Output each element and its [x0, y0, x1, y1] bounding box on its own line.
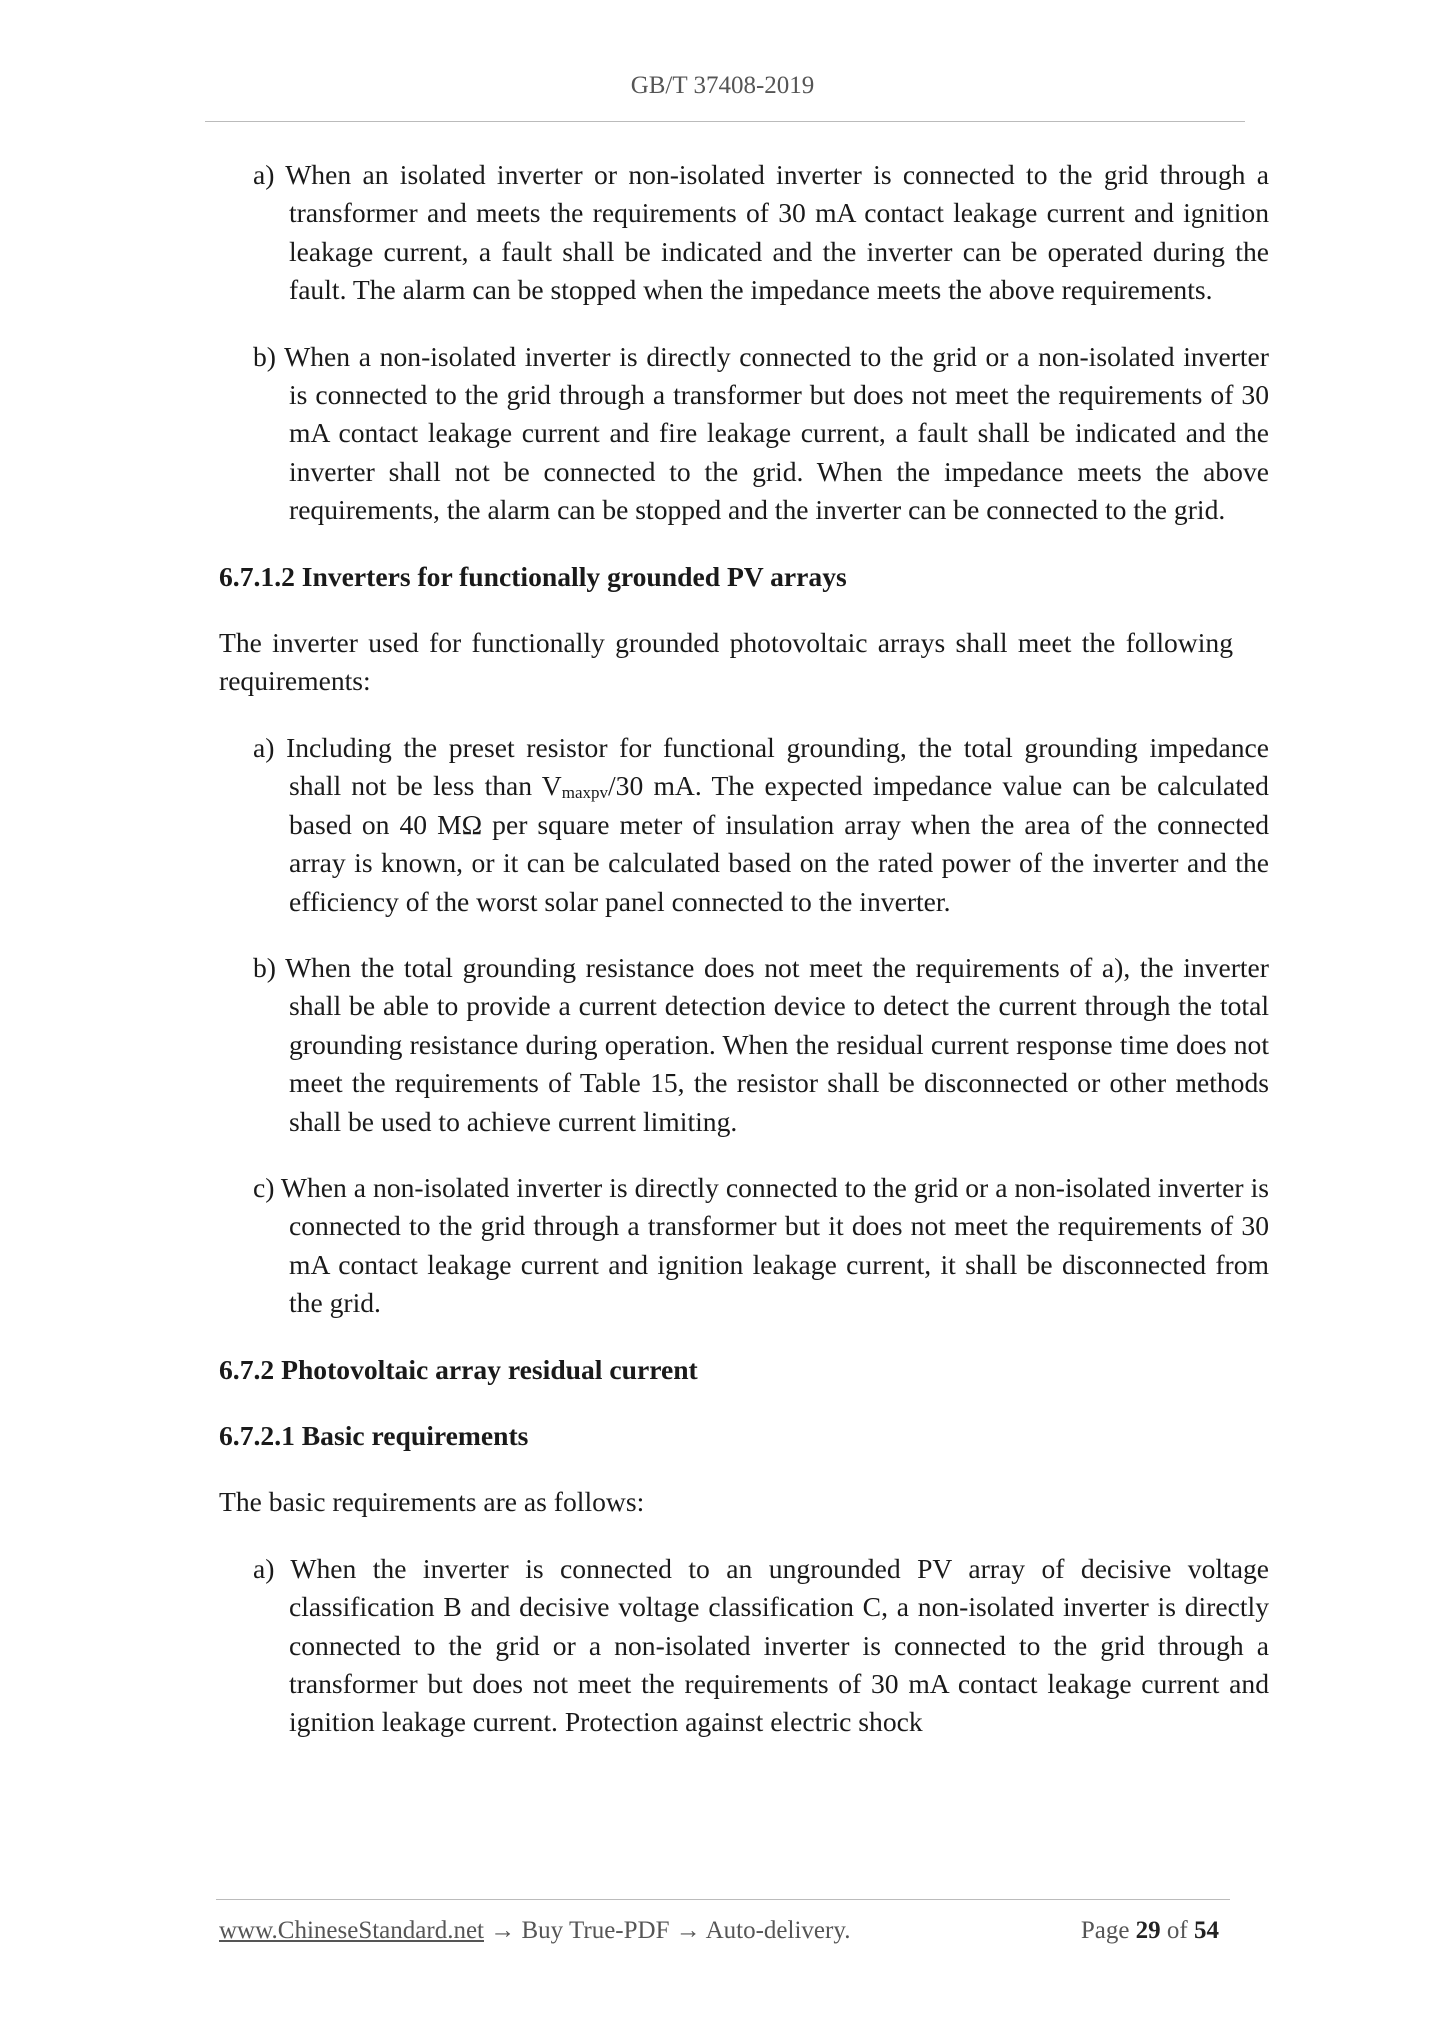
section-heading-6-7-2: 6.7.2 Photovoltaic array residual current: [219, 1353, 698, 1385]
list-item-a-3: a) When the inverter is connected to an ungrounded PV array of decisive voltage classification B and decisive voltage classification C, a non-isolated inverter is directly connected to the grid or a non-isolated inverter is connected to the grid through a transformer but does not meet the requirements of 30 mA contact leakage current and ignition leakage current. Protection against electric shock: [253, 1552, 1269, 1738]
header-rule: [205, 121, 1245, 122]
page-number: [1081, 1917, 1219, 1945]
current-page: 29: [1135, 1917, 1161, 1944]
footer-promo: [219, 1917, 850, 1945]
section-heading-6-7-1-2: 6.7.1.2 Inverters for functionally grounded PV arrays: [219, 560, 847, 592]
list-item-c-2: c) When a non-isolated inverter is directly connected to the grid or a non-isolated inverter is connected to the grid through a transformer but it does not meet the requirements of 30 mA contact leakage current and ignition leakage current, it shall be disconnected from the grid.: [253, 1171, 1269, 1319]
vmaxpv-subscript: maxpv: [561, 783, 608, 803]
section-heading-6-7-2-1: 6.7.2.1 Basic requirements: [219, 1419, 529, 1451]
running-header: GB/T 37408-2019: [630, 72, 815, 99]
page-content: [219, 156, 1269, 1770]
item-text-post: /30 mA. The expected impedance value can be calculated based on 40 MΩ per square meter of insulation array when the area of the connected array is known, or it can be calculated based on the rated power of the inverter and the efficiency of the worst solar panel connected to the inverter.: [289, 770, 1269, 917]
total-pages: 54: [1194, 1917, 1219, 1944]
list-item-b-1: b) When a non-isolated inverter is directly connected to the grid or a non-isolated inverter is connected to the grid through a transformer but does not meet the requirements of 30 mA contact leakage current and fire leakage current, a fault shall be indicated and the inverter shall not be connected to the grid. When the impedance meets the above requirements, the alarm can be stopped and the inverter can be connected to the grid.: [253, 340, 1269, 526]
list-item-b-2: b) When the total grounding resistance does not meet the requirements of a), the inverter shall be able to provide a current detection device to detect the current through the total grounding resistance during operation. When the residual current response time does not meet the requirements of Table 15, the resistor shall be disconnected or other methods shall be used to achieve current limiting.: [253, 951, 1269, 1137]
page-label: Page: [1080, 1917, 1136, 1944]
item-text-pre: a) Including the preset resistor for functional grounding, the total grounding impedance shall not be less than V: [253, 731, 1269, 802]
list-item-a-1: a) When an isolated inverter or non-isolated inverter is connected to the grid through a transformer and meets the requirements of 30 mA contact leakage current and ignition leakage current, a fault shall be indicated and the inverter can be operated during the fault. The alarm can be stopped when the impedance meets the above requirements.: [253, 159, 1269, 306]
of-label: of: [1160, 1917, 1194, 1944]
basic-requirements-intro: The basic requirements are as follows:: [219, 1486, 645, 1518]
footer-promo-text: → Buy True-PDF → Auto-delivery.: [484, 1917, 851, 1944]
site-link[interactable]: www.ChineseStandard.net: [219, 1917, 484, 1944]
footer-rule: [216, 1899, 1230, 1900]
list-item-a-2: [253, 729, 1269, 921]
section-intro-paragraph: The inverter used for functionally grounded photovoltaic arrays shall meet the following requirements:: [219, 627, 1233, 697]
